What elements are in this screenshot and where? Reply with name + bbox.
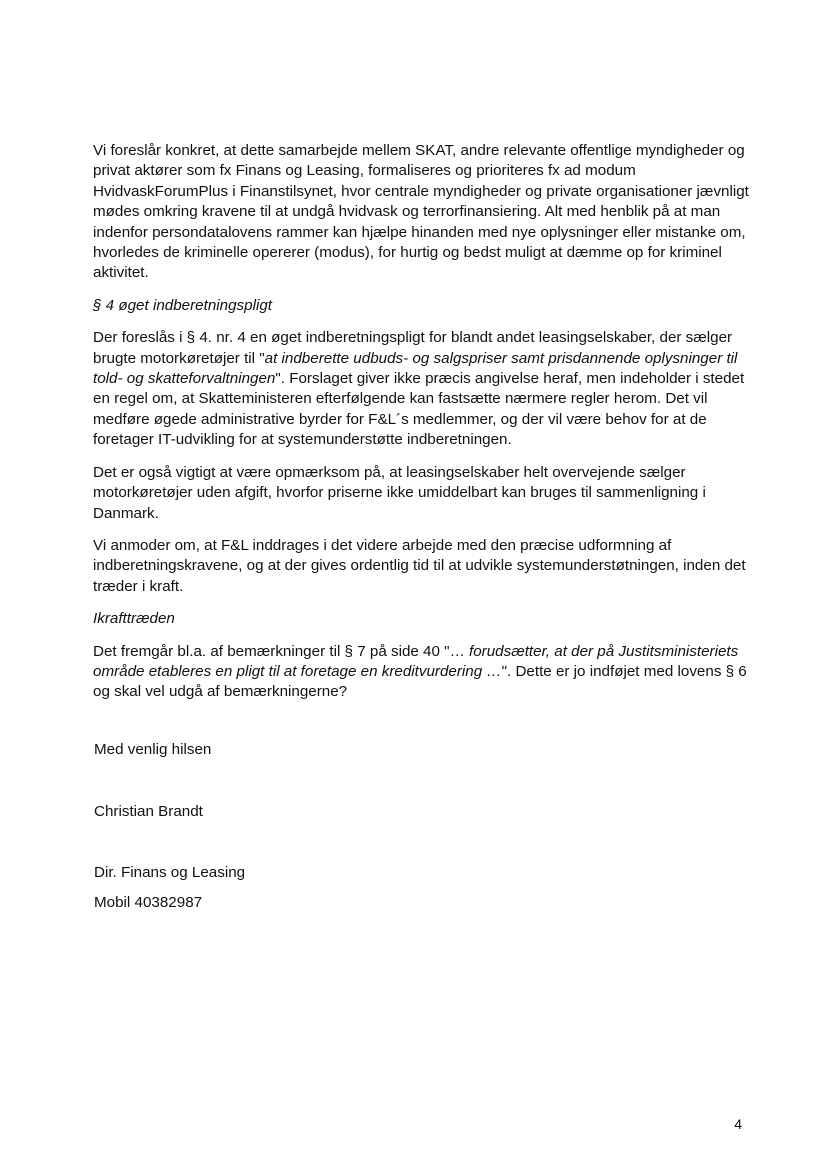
signatory-title: Dir. Finans og Leasing [94, 864, 246, 881]
paragraph-entry-into-force [93, 642, 753, 703]
paragraph-vat-note: Det er også vigtigt at være opmærksom på, at leasingselskaber helt overvejende sælger motorkøretøjer uden afgift, hvorfor priserne ikke umiddelbart kan bruges til sammenligning i Danmark. [93, 463, 706, 522]
paragraph-request: Vi anmoder om, at F&L inddrages i det videre arbejde med den præcise udformning af indberetningskravene, og at der gives ordentlig tid til at udvikle systemunderstøtningen, inden det træder i kraft. [93, 536, 746, 595]
paragraph-reporting-duty [93, 328, 753, 450]
paragraph-reporting-duty-text-a: Der foreslås i § 4. nr. 4 en øget indberetningspligt for blandt andet leasingselskaber, der sælger brugte motorkøretøjer til " [93, 329, 733, 367]
section-heading-entry-into-force: Ikrafttræden [93, 610, 175, 628]
paragraph-entry-text-b: ". Dette er jo indføjet med lovens § 6 og skal vel udgå af bemærkningerne? [93, 662, 747, 701]
signatory-name: Christian Brandt [94, 803, 203, 820]
letter-body [93, 141, 753, 715]
page-number: 4 [734, 1116, 742, 1132]
paragraph-reporting-duty-quote: at indberette udbuds- og salgspriser samt prisdannende oplysninger til told- og skatteforvaltningen [93, 349, 738, 388]
paragraph-entry-quote: forudsætter, at der på Justitsministeriets område etableres en pligt til at foretage en kreditvurdering … [93, 642, 739, 680]
section-heading-reporting-duty: § 4 øget indberetningspligt [93, 296, 272, 314]
paragraph-cooperation: Vi foreslår konkret, at dette samarbejde mellem SKAT, andre relevante offentlige myndigheder og privat aktører som fx Finans og Leasing, formaliseres og prioriteres fx ad modum HvidvaskForumPlus i Finanstilsynet, hvor centrale myndigheder og private organisationer jævnligt mødes omkring kravene til at undgå hvidvask og terrorfinansiering. Alt med henblik på at man indenfor persondatalovens rammer kan hjælpe hinanden med nye oplysninger eller mistanke om, hvorledes de kriminelle opererer (modus), for hurtig og bedst muligt at dæmme op for kriminel aktivitet. [93, 142, 749, 282]
closing-greeting: Med venlig hilsen [94, 741, 212, 758]
paragraph-reporting-duty-text-b: ". Forslaget giver ikke præcis angivelse heraf, men indeholder i stedet en regel om, at Skatteministeren efterfølgende kan fastsætte nærmere regler herom. Det vil medføre øgede administrative byrder for F&L´s medlemmer, og der vil være behov for at de foretager IT-udvikling for at systemunderstøtte indberetningen. [93, 370, 745, 449]
paragraph-entry-text-a: Det fremgår bl.a. af bemærkninger til § 7 på side 40 "… [93, 642, 469, 660]
signatory-mobile: Mobil 40382987 [94, 894, 203, 911]
